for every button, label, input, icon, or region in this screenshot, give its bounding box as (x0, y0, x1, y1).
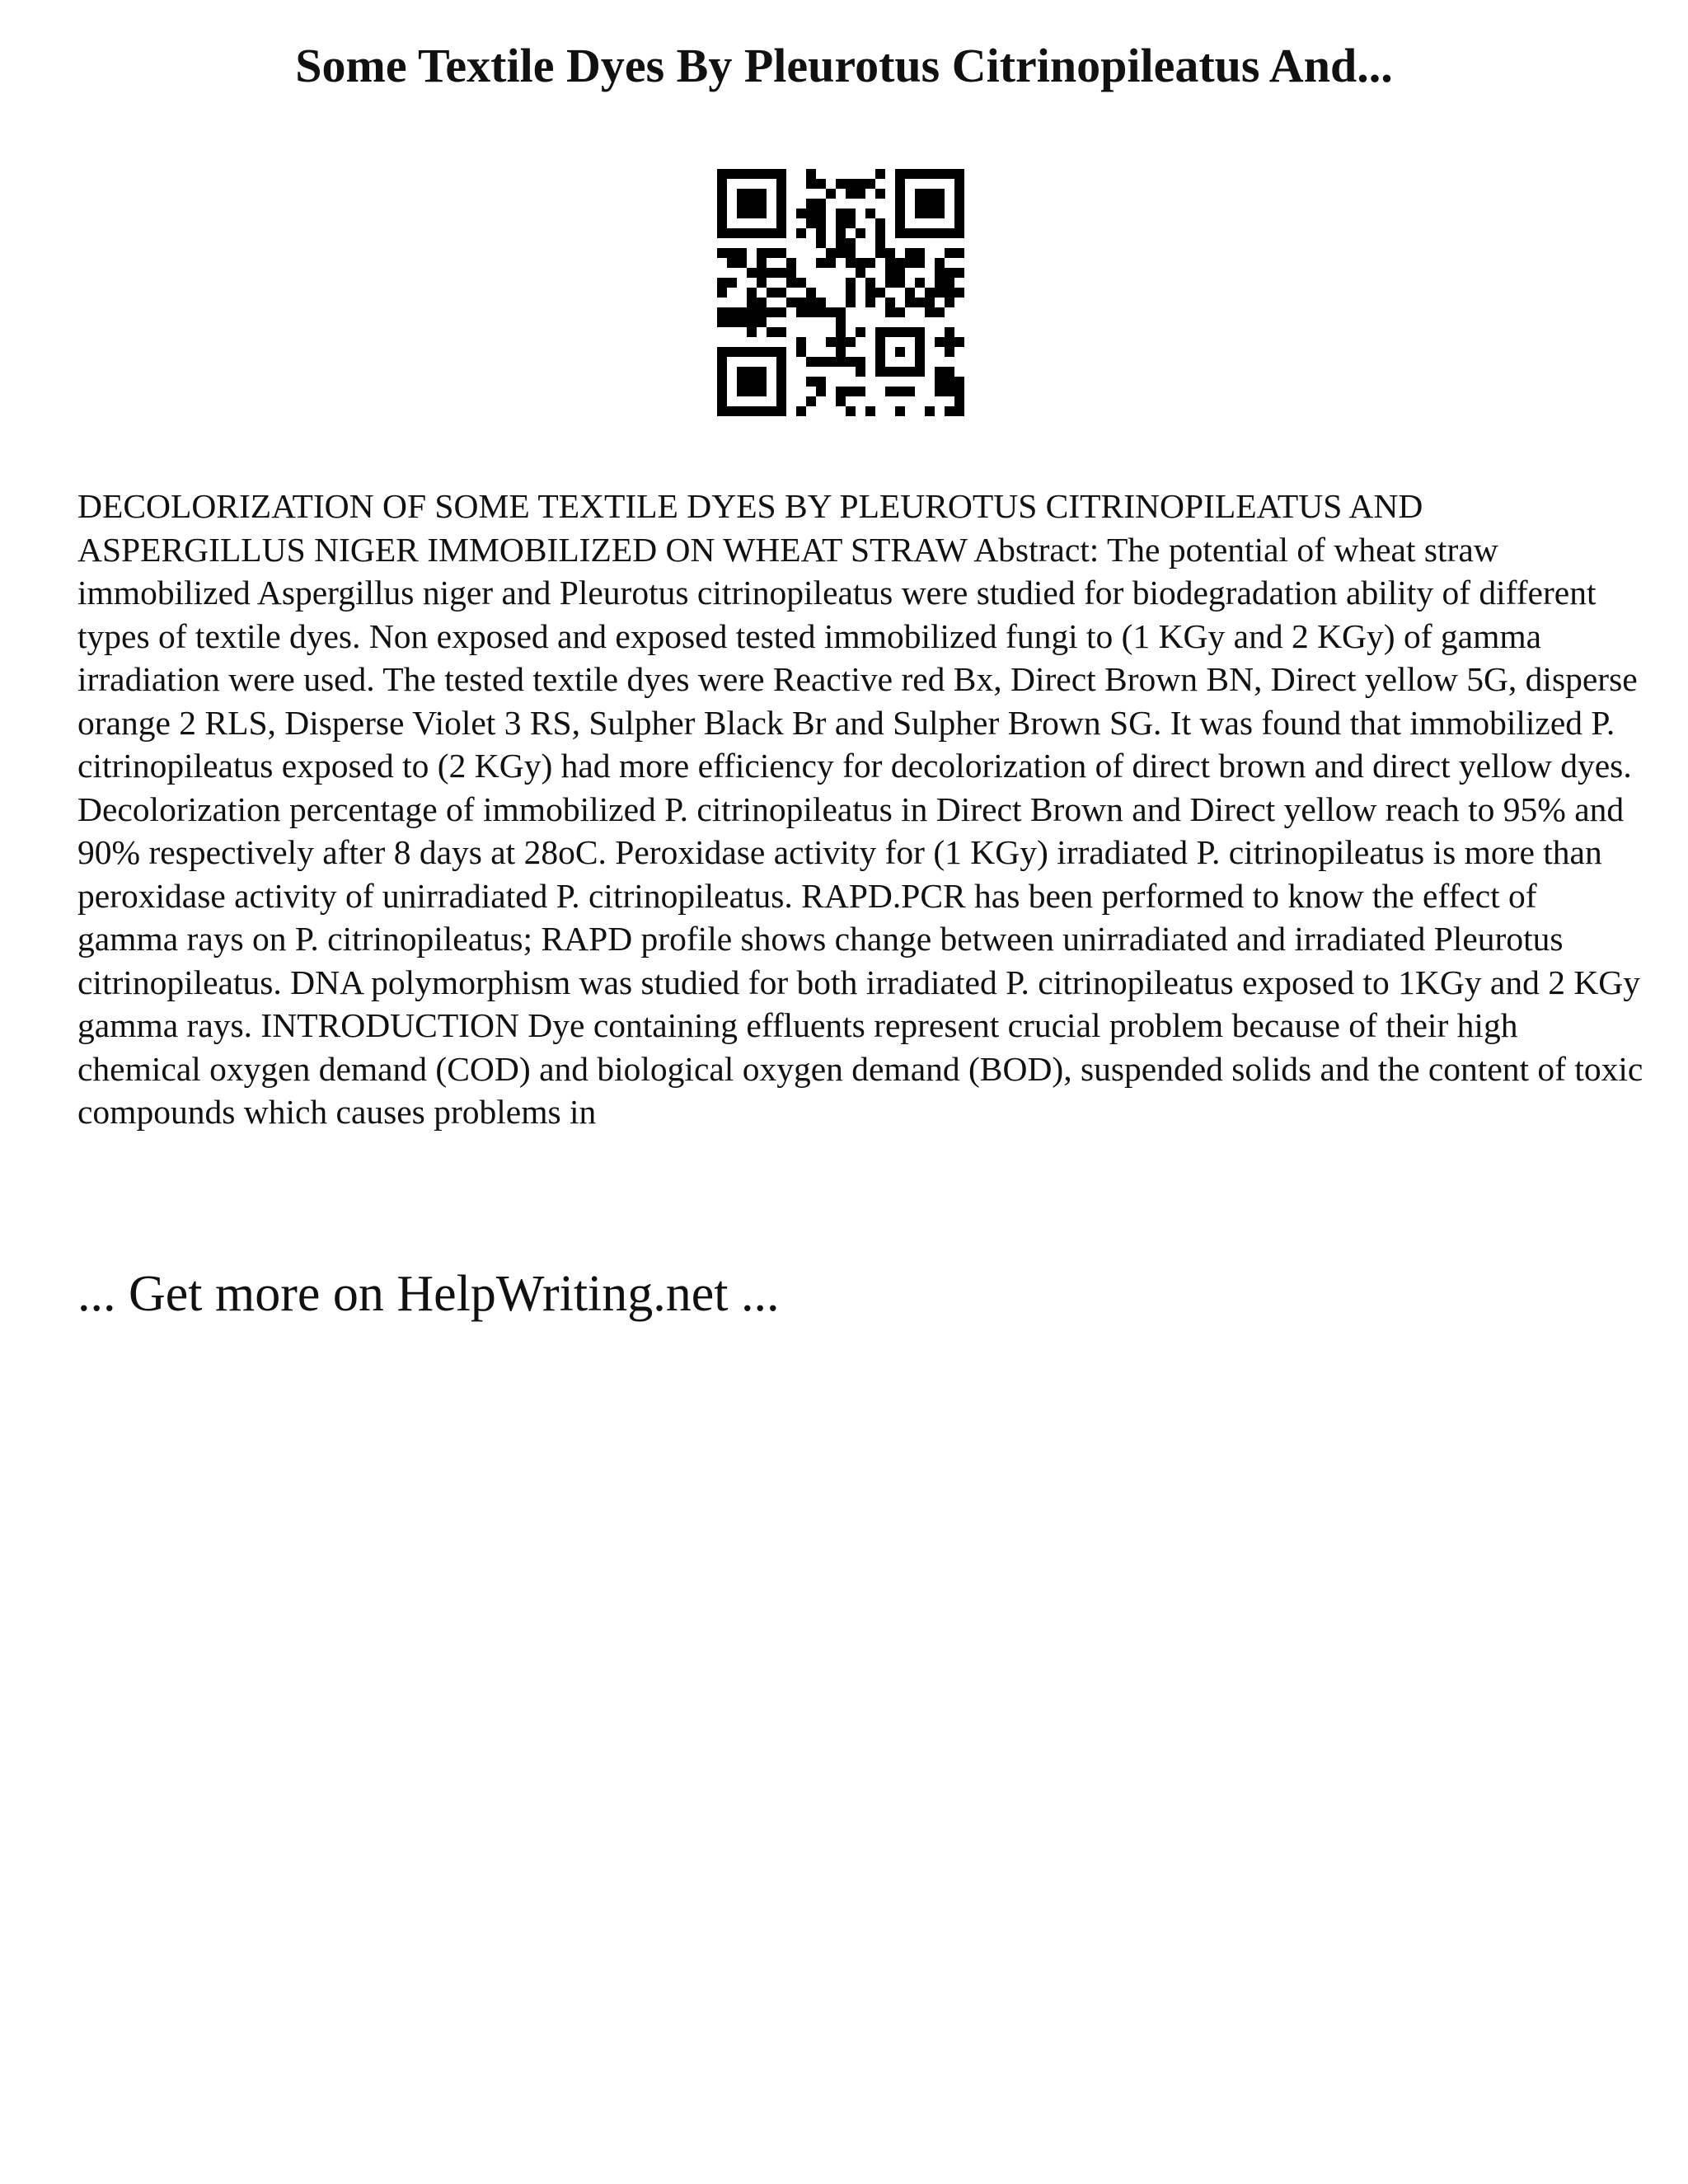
get-more-link[interactable]: ... Get more on HelpWriting.net ... (77, 1266, 780, 1322)
article-body: DECOLORIZATION OF SOME TEXTILE DYES BY PLEUROTUS CITRINOPILEATUS AND ASPERGILLUS NIGER IMMOBILIZED ON WHEAT STRAW Abstract: The potential of wheat straw immobilized Aspergillus niger and Pleurotus citrinopileatus were studied for biodegradation ability of different types of textile dyes. Non exposed and exposed tested immobilized fungi to (1 KGy and 2 KGy) of gamma irradiation were used. The tested textile dyes were Reactive red Bx, Direct Brown BN, Direct yellow 5G, disperse orange 2 RLS, Disperse Violet 3 RS, Sulpher Black Br and Sulpher Brown SG. It was found that immobilized P. citrinopileatus exposed to (2 KGy) had more efficiency for decolorization of direct brown and direct yellow dyes. Decolorization percentage of immobilized P. citrinopileatus in Direct Brown and Direct yellow reach to 95% and 90% respectively after 8 days at 28oC. Peroxidase activity for (1 KGy) irradiated P. citrinopileatus is more than peroxidase activity of unirradiated P. citrinopileatus. RAPD.PCR has been performed to know the effect of gamma rays on P. citrinopileatus; RAPD profile shows change between unirradiated and irradiated Pleurotus citrinopileatus. DNA polymorphism was studied for both irradiated P. citrinopileatus exposed to 1KGy and 2 KGy gamma rays. INTRODUCTION Dye containing effluents represent crucial problem because of their high chemical oxygen demand (COD) and biological oxygen demand (BOD), suspended solids and the content of toxic compounds which causes problems in (77, 487, 1643, 1131)
qr-code-icon[interactable] (717, 169, 964, 416)
qr-code-graphic (717, 169, 964, 416)
page-title: Some Textile Dyes By Pleurotus Citrinopileatus And... (295, 39, 1393, 92)
